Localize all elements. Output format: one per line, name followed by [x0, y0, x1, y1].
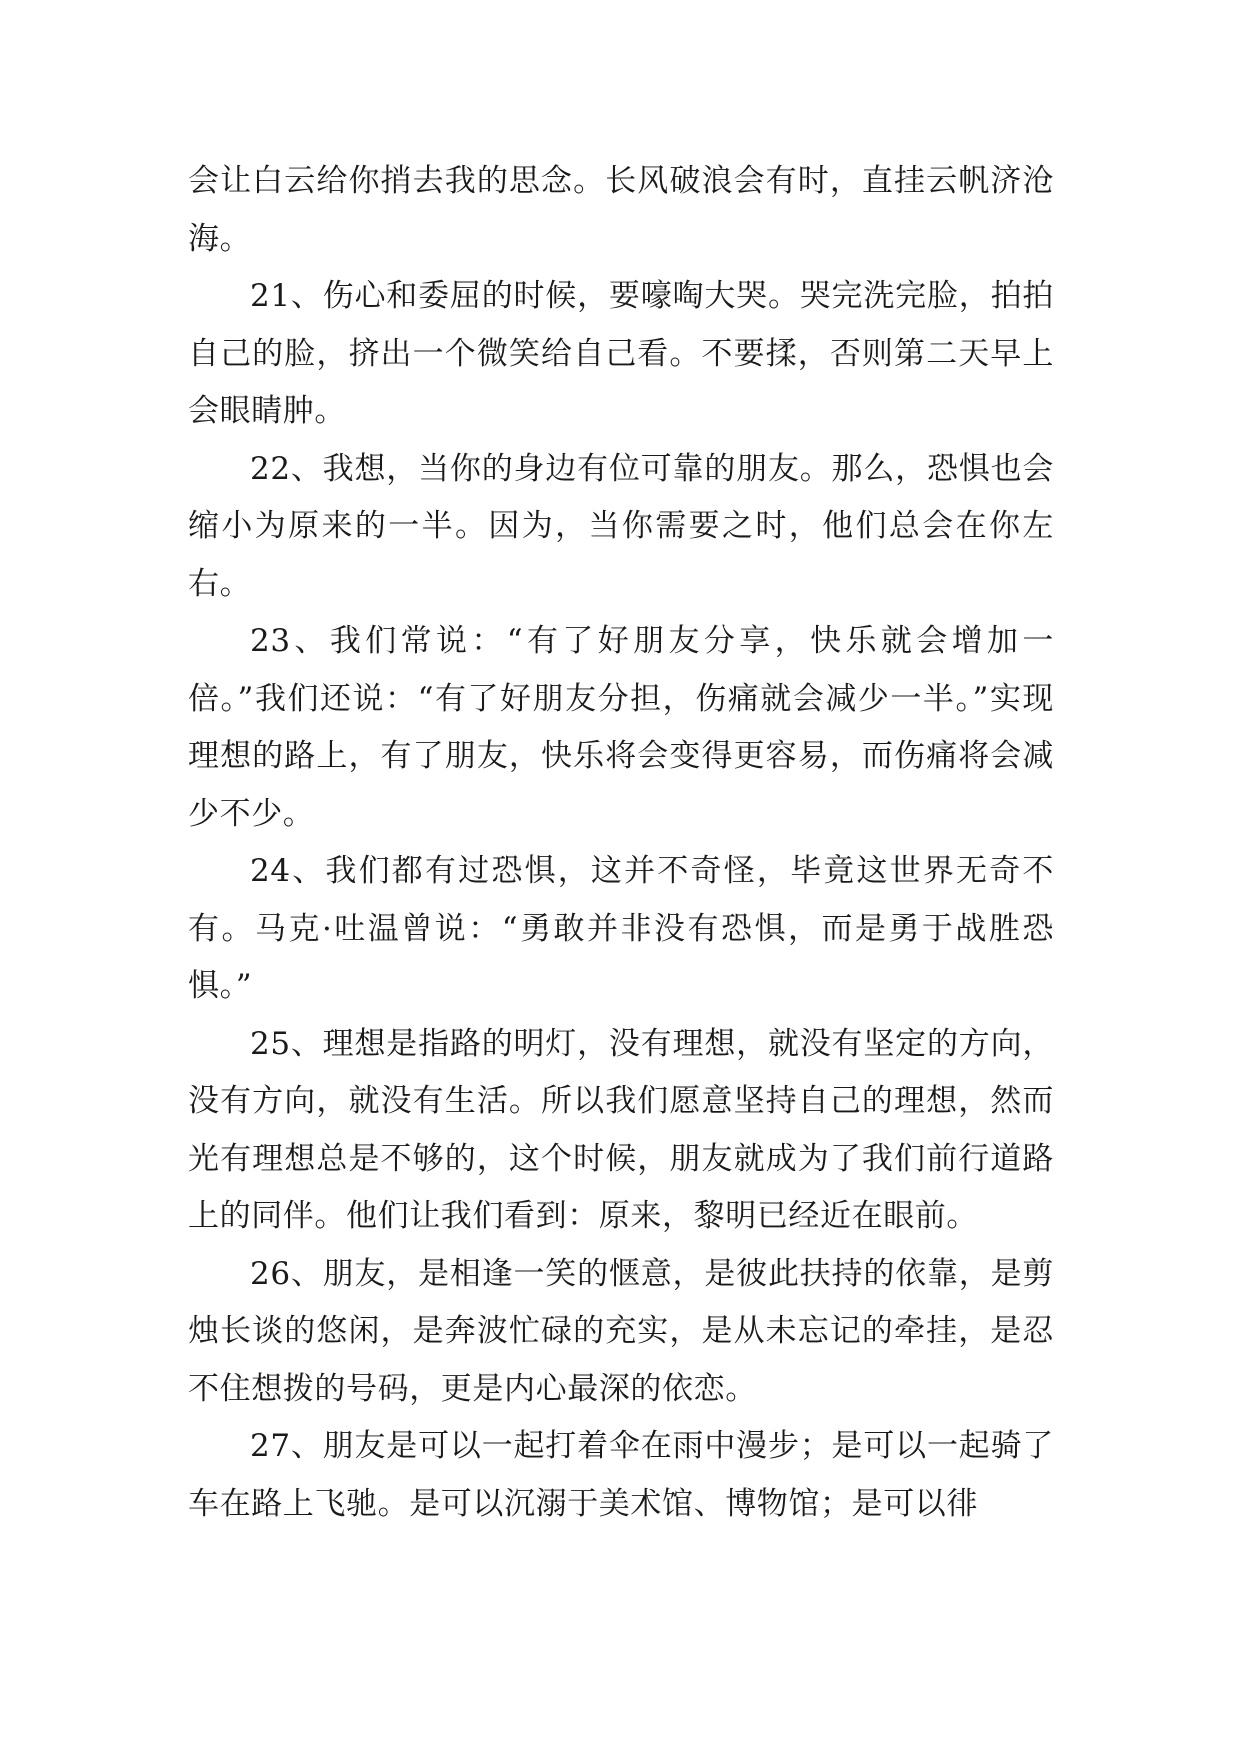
paragraph-22: 22、我想，当你的身边有位可靠的朋友。那么，恐惧也会缩小为原来的一半。因为，当你需要之时，他们总会在你左右。 [188, 450, 1054, 602]
document-body [188, 153, 1054, 1533]
paragraph-27: 27、朋友是可以一起打着伞在雨中漫步；是可以一起骑了车在路上飞驰。是可以沉溺于美术馆、博物馆；是可以徘 [188, 1428, 1054, 1522]
paragraph-24: 24、我们都有过恐惧，这并不奇怪，毕竟这世界无奇不有。马克·吐温曾说：“勇敢并非没有恐惧，而是勇于战胜恐惧。” [188, 853, 1054, 1004]
paragraph-21: 21、伤心和委屈的时候，要嚎啕大哭。哭完洗完脸，拍拍自己的脸，挤出一个微笑给自己看。不要揉，否则第二天早上会眼睛肿。 [188, 278, 1054, 429]
paragraph-26: 26、朋友，是相逢一笑的惬意，是彼此扶持的依靠，是剪烛长谈的悠闲，是奔波忙碌的充实，是从未忘记的牵挂，是忍不住想拨的号码，更是内心最深的依恋。 [188, 1255, 1054, 1407]
paragraph-25: 25、理想是指路的明灯，没有理想，就没有坚定的方向，没有方向，就没有生活。所以我们愿意坚持自己的理想，然而光有理想总是不够的，这个时候，朋友就成为了我们前行道路上的同伴。他们让我们看到：原来，黎明已经近在眼前。 [188, 1025, 1054, 1234]
paragraph-continuation: 会让白云给你捎去我的思念。长风破浪会有时，直挂云帆济沧海。 [188, 163, 1054, 257]
paragraph-23: 23、我们常说：“有了好朋友分享，快乐就会增加一倍。”我们还说：“有了好朋友分担，伤痛就会减少一半。”实现理想的路上，有了朋友，快乐将会变得更容易，而伤痛将会减少不少。 [188, 623, 1054, 832]
